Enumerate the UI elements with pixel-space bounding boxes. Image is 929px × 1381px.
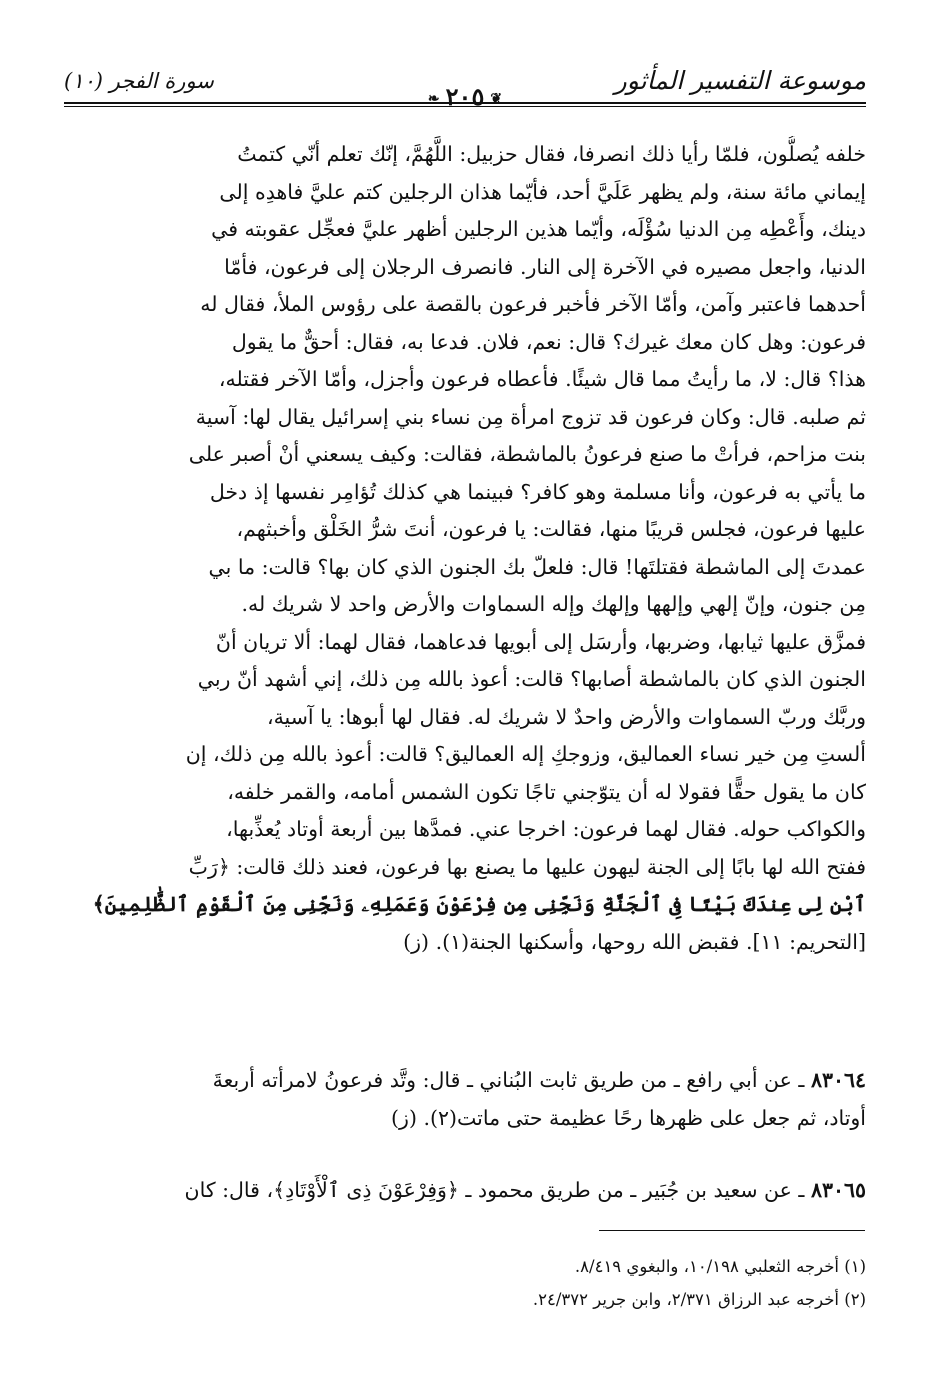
text-line: دينك، وأَعْطِه مِن الدنيا سُؤْلَه، وأيّما هذين الرجلين أظهر عليَّ فعجِّل عقوبته في <box>211 217 866 241</box>
text-line: كان ما يقول حقًّا فقولا له أن يتوّجني تاجًا تكون الشمس أمامه، والقمر خلفه، <box>227 779 866 804</box>
header-rule <box>64 102 866 104</box>
text-line: أحدهما فاعتبر وآمن، وأمّا الآخر فأخبر فرعون بالقصة على رؤوس الملأ، فقال له <box>200 292 866 316</box>
body-text <box>64 136 866 961</box>
text-line: مِن جنون، وإنّ إلهي وإلهها وإلهك وإله السماوات والأرض واحد لا شريك له. <box>241 592 866 616</box>
page-number-value: ٢٠٥ <box>445 82 485 111</box>
text-line: فرعون: وهل كان معك غيرك؟ قال: نعم، فلان. فدعا به، فقال: أحقٌّ ما يقول <box>231 329 866 354</box>
footnote: (٢) أخرجه عبد الرزاق ٢/٣٧١، وابن جرير ٢٤/٣٧٢. <box>532 1290 866 1309</box>
book-title: موسوعة التفسير المأثور <box>614 66 866 95</box>
header-rule-thin <box>64 106 866 107</box>
text-line: ألستِ مِن خير نساء العماليق، وزوجكِ إله العماليق؟ قالت: أعوذ بالله مِن ذلك، إن <box>185 742 866 766</box>
footnotes <box>64 1250 866 1316</box>
text-line: هذا؟ قال: لا، ما رأيتُ مما قال شيئًا. فأعطاه فرعون وأجزل، وأمّا الآخر فقتله، <box>218 367 866 391</box>
quran-verse-line: ٱبْنِ لِى عِندَكَ بَيْتًا فِى ٱلْجَنَّةِ وَنَجِّنِى مِن فِرْعَوْنَ وَعَمَلِهِۦ وَنَجِّنِى مِنَ ٱلْقَوْمِ ٱلظَّٰلِمِينَ﴾ <box>92 892 866 916</box>
entry-83065 <box>64 1172 866 1210</box>
text-line: بنت مزاحم، فرأتْ ما صنع فرعونُ بالماشطة، فقالت: وكيف يسعني أنْ أصبر على <box>188 442 866 466</box>
footnote: (١) أخرجه الثعلبي ١٠/١٩٨، والبغوي ٨/٤١٩. <box>574 1257 866 1276</box>
page-header <box>64 62 866 111</box>
text-line: الدنيا، واجعل مصيره في الآخرة إلى النار. فانصرف الرجلان إلى فرعون، فأمّا <box>224 254 866 279</box>
entry-text: أوتاد، ثم جعل على ظهرها رحًا عظيمة حتى ماتت(٢). (ز) <box>391 1105 866 1130</box>
text-line: [التحريم: ١١]. فقبض الله روحها، وأسكنها الجنة(١). (ز) <box>403 929 866 954</box>
text-line: فمزَّق عليها ثيابها، وضربها، وأرسَل إلى أبويها فدعاهما، فقال لهما: ألا تريان أنّ <box>215 629 866 654</box>
footnote-rule <box>599 1230 865 1231</box>
text-line: ففتح الله لها بابًا إلى الجنة ليهون عليها ما يصنع بها فرعون، فعند ذلك قالت: ﴿رَبِّ <box>188 854 866 879</box>
text-line: ثم صلبه. قال: وكان فرعون قد تزوج امرأة مِن نساء بني إسرائيل يقال لها: آسية <box>195 404 866 429</box>
entry-number: ٨٣٠٦٤ <box>810 1068 866 1092</box>
text-line: إيماني مائة سنة، ولم يظهر عَلَيَّ أحد، فأيّما هذان الرجلين كتم عليَّ فاهدِه إلى <box>219 179 866 204</box>
text-line: والكواكب حوله. فقال لهما فرعون: اخرجا عني. فمدَّها بين أربعة أوتاد يُعذِّبها، <box>226 817 866 841</box>
ornament-icon: ❦ <box>490 90 503 107</box>
text-line: خلفه يُصلُّون، فلمّا رأيا ذلك انصرفا، فقال حزبيل: اللَّهُمَّ، إنّك تعلم أنّي كتمتُ <box>237 142 866 166</box>
text-line: ما يأتي به فرعون، وأنا مسلمة وهو كافر؟ فبينما هي كذلك تُؤامِر نفسها إذ دخل <box>209 479 866 504</box>
entry-number: ٨٣٠٦٥ <box>810 1178 866 1202</box>
entry-text: ـ عن أبي رافع ـ من طريق ثابت البُناني ـ قال: وتَّد فرعونُ لامرأته أربعةَ <box>212 1068 805 1092</box>
text-line: عليها فرعون، فجلس قريبًا منها، فقالت: يا فرعون، أنتَ شرُّ الخَلْق وأخبثهم، <box>236 517 866 541</box>
surah-label: سورة الفجر (١٠) <box>64 69 214 93</box>
ornament-icon: ❧ <box>427 90 440 107</box>
text-line: وربَّك وربّ السماوات والأرض واحدٌ لا شريك له. فقال لها أبوها: يا آسية، <box>266 704 866 729</box>
text-line: عمدتَ إلى الماشطة فقتلتَها! قال: فلعلّ بك الجنون الذي كان بها؟ قالت: ما بي <box>208 554 866 579</box>
entry-83064 <box>64 1062 866 1137</box>
entry-text: ـ عن سعيد بن جُبَير ـ من طريق محمود ـ ﴿وَفِرْعَوْنَ ذِى ٱلْأَوْتَادِ﴾، قال: كان <box>184 1178 805 1202</box>
text-line: الجنون الذي كان بالماشطة أصابها؟ قالت: أعوذ بالله مِن ذلك، إني أشهد أنّ ربي <box>197 667 866 691</box>
